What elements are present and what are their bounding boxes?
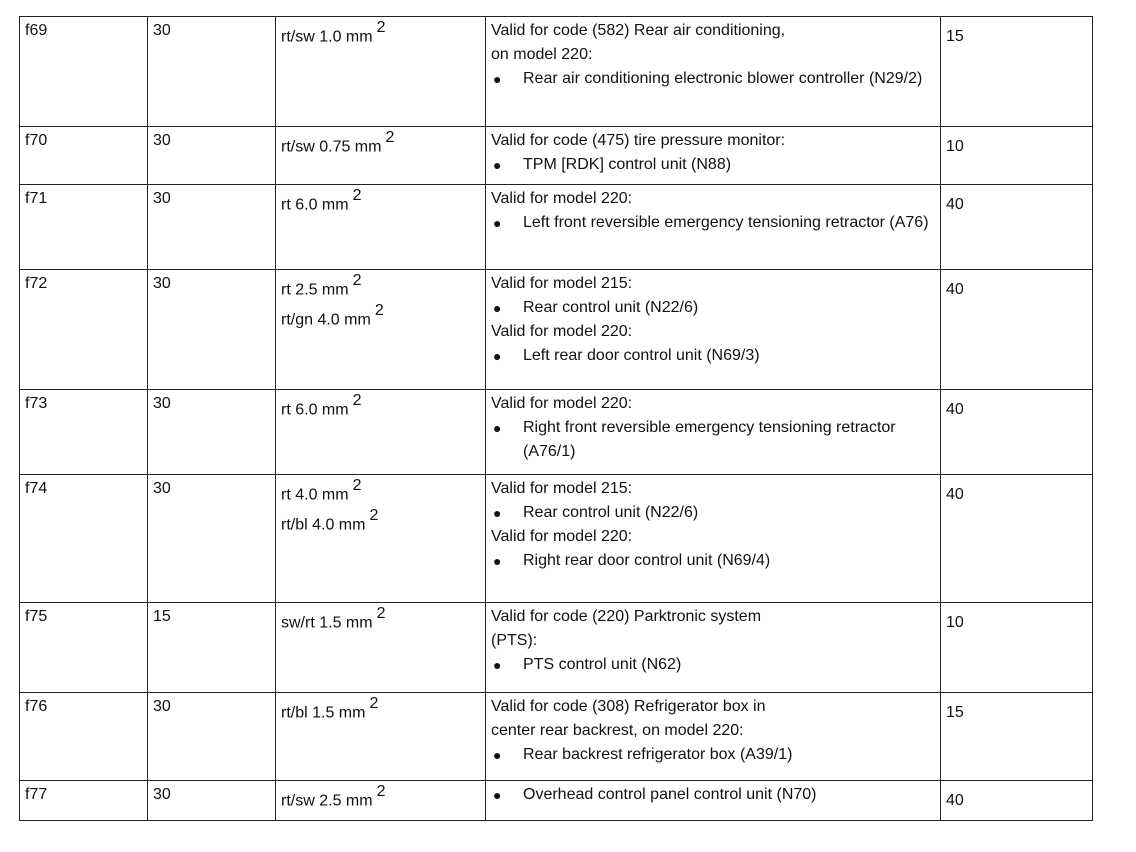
- consumer-item: [491, 653, 935, 677]
- fuse-id: f73: [25, 395, 48, 412]
- fuse-id: f74: [25, 480, 48, 497]
- squared-superscript: 2: [352, 272, 362, 289]
- terminal-value: 30: [153, 786, 171, 803]
- amperage-cell: [941, 693, 1093, 781]
- validity-condition: Valid for model 220:: [491, 323, 633, 340]
- wire-cell: [276, 781, 486, 821]
- wire-spec-text: rt 6.0 mm: [281, 401, 349, 419]
- consumer-item: [491, 743, 935, 767]
- wire-spec: [281, 507, 480, 537]
- bullet-dot-icon: ●: [493, 215, 502, 231]
- consumer-cell: [486, 390, 941, 475]
- validity-condition: center rear backrest, on model 220:: [491, 722, 744, 739]
- fuse-id: f69: [25, 22, 48, 39]
- fuse-id: f77: [25, 786, 48, 803]
- fuse-row: [20, 603, 1093, 693]
- fuse-id-cell: [20, 127, 148, 185]
- validity-condition: on model 220:: [491, 46, 593, 63]
- wire-spec-text: rt/sw 2.5 mm: [281, 792, 373, 810]
- wire-cell: [276, 17, 486, 127]
- fuse-table-body: [20, 17, 1093, 821]
- fuse-id: f71: [25, 190, 48, 207]
- wire-spec: [281, 19, 480, 49]
- fuse-id-cell: [20, 475, 148, 603]
- wire-spec-text: rt 2.5 mm: [281, 281, 349, 299]
- amperage-cell: [941, 781, 1093, 821]
- wire-spec: [281, 272, 480, 302]
- consumer-name: Right front reversible emergency tensioning retractor (A76/1): [523, 419, 896, 460]
- fuse-id-cell: [20, 390, 148, 475]
- bullet-dot-icon: ●: [493, 300, 502, 316]
- consumer-name: Rear control unit (N22/6): [523, 504, 699, 521]
- amperage-cell: [941, 127, 1093, 185]
- fuse-id-cell: [20, 693, 148, 781]
- amperage-value: 15: [946, 704, 964, 721]
- wire-cell: [276, 127, 486, 185]
- fuse-row: [20, 17, 1093, 127]
- consumer-cell: [486, 603, 941, 693]
- validity-condition: Valid for model 220:: [491, 528, 633, 545]
- wire-cell: [276, 475, 486, 603]
- squared-superscript: 2: [385, 129, 395, 146]
- bullet-dot-icon: ●: [493, 505, 502, 521]
- consumer-cell: [486, 270, 941, 390]
- terminal-cell: [148, 475, 276, 603]
- amperage-cell: [941, 603, 1093, 693]
- wire-spec: [281, 302, 480, 332]
- amperage-value: 40: [946, 401, 964, 418]
- consumer-item: [491, 416, 935, 464]
- wire-spec: [281, 187, 480, 217]
- amperage-cell: [941, 475, 1093, 603]
- squared-superscript: 2: [369, 507, 379, 525]
- consumer-item: [491, 344, 935, 368]
- consumer-cell: [486, 127, 941, 185]
- squared-superscript: 2: [352, 187, 362, 204]
- fuse-id-cell: [20, 17, 148, 127]
- wire-spec: [281, 392, 480, 422]
- wire-spec: [281, 477, 480, 507]
- consumer-cell: [486, 185, 941, 270]
- consumer-item: [491, 67, 935, 91]
- amperage-cell: [941, 390, 1093, 475]
- fuse-id: f70: [25, 132, 48, 149]
- validity-condition: Valid for model 220:: [491, 190, 633, 207]
- consumer-item: [491, 501, 935, 525]
- consumer-cell: [486, 17, 941, 127]
- validity-condition: Valid for code (220) Parktronic system: [491, 608, 762, 625]
- amperage-value: 40: [946, 281, 964, 298]
- fuse-id-cell: [20, 603, 148, 693]
- wire-spec: [281, 783, 480, 813]
- terminal-cell: [148, 603, 276, 693]
- fuse-id-cell: [20, 270, 148, 390]
- bullet-dot-icon: ●: [493, 348, 502, 364]
- consumer-name: Left rear door control unit (N69/3): [523, 347, 760, 364]
- validity-condition: Valid for code (475) tire pressure monitor:: [491, 132, 786, 149]
- consumer-name: Rear control unit (N22/6): [523, 299, 699, 316]
- terminal-value: 30: [153, 275, 171, 292]
- fuse-row: [20, 781, 1093, 821]
- consumer-cell: [486, 693, 941, 781]
- squared-superscript: 2: [376, 605, 386, 622]
- wire-spec-text: rt 6.0 mm: [281, 196, 349, 214]
- bullet-dot-icon: ●: [493, 657, 502, 673]
- terminal-cell: [148, 781, 276, 821]
- fuse-id: f72: [25, 275, 48, 292]
- terminal-value: 30: [153, 395, 171, 412]
- terminal-value: 30: [153, 480, 171, 497]
- wire-cell: [276, 603, 486, 693]
- validity-condition: Valid for model 215:: [491, 480, 633, 497]
- validity-condition: (PTS):: [491, 632, 538, 649]
- amperage-cell: [941, 17, 1093, 127]
- terminal-cell: [148, 127, 276, 185]
- consumer-name: Overhead control panel control unit (N70): [523, 786, 817, 803]
- fuse-row: [20, 390, 1093, 475]
- wire-spec: [281, 695, 480, 725]
- wire-spec-text: rt/gn 4.0 mm: [281, 311, 371, 329]
- terminal-value: 30: [153, 22, 171, 39]
- bullet-dot-icon: ●: [493, 71, 502, 87]
- amperage-value: 40: [946, 486, 964, 503]
- wire-spec: [281, 605, 480, 635]
- bullet-dot-icon: ●: [493, 157, 502, 173]
- wire-spec-text: rt/sw 0.75 mm: [281, 138, 382, 156]
- terminal-value: 15: [153, 608, 171, 625]
- bullet-dot-icon: ●: [493, 747, 502, 763]
- consumer-name: TPM [RDK] control unit (N88): [523, 156, 732, 173]
- fuse-id-cell: [20, 185, 148, 270]
- amperage-value: 10: [946, 138, 964, 155]
- wire-cell: [276, 390, 486, 475]
- consumer-cell: [486, 475, 941, 603]
- validity-condition: Valid for code (582) Rear air conditioning,: [491, 22, 786, 39]
- wire-spec: [281, 129, 480, 159]
- wire-spec-text: rt/bl 4.0 mm: [281, 516, 366, 534]
- consumer-name: Rear air conditioning electronic blower controller (N29/2): [523, 70, 923, 87]
- validity-condition: Valid for model 215:: [491, 275, 633, 292]
- bullet-dot-icon: ●: [493, 420, 502, 436]
- wire-spec-text: rt/bl 1.5 mm: [281, 704, 366, 722]
- consumer-item: [491, 153, 935, 177]
- amperage-value: 10: [946, 614, 964, 631]
- amperage-value: 40: [946, 792, 964, 809]
- amperage-value: 40: [946, 196, 964, 213]
- validity-condition: Valid for model 220:: [491, 395, 633, 412]
- squared-superscript: 2: [376, 19, 386, 36]
- terminal-value: 30: [153, 190, 171, 207]
- fuse-id: f75: [25, 608, 48, 625]
- amperage-value: 15: [946, 28, 964, 45]
- terminal-cell: [148, 270, 276, 390]
- fuse-allocation-table: [19, 16, 1093, 821]
- wire-cell: [276, 693, 486, 781]
- terminal-value: 30: [153, 132, 171, 149]
- amperage-cell: [941, 185, 1093, 270]
- consumer-item: [491, 211, 935, 235]
- wire-cell: [276, 185, 486, 270]
- fuse-row: [20, 475, 1093, 603]
- amperage-cell: [941, 270, 1093, 390]
- squared-superscript: 2: [352, 392, 362, 409]
- fuse-row: [20, 270, 1093, 390]
- terminal-cell: [148, 17, 276, 127]
- terminal-cell: [148, 390, 276, 475]
- terminal-cell: [148, 185, 276, 270]
- fuse-row: [20, 127, 1093, 185]
- consumer-cell: [486, 781, 941, 821]
- bullet-dot-icon: ●: [493, 787, 502, 803]
- fuse-id: f76: [25, 698, 48, 715]
- squared-superscript: 2: [352, 477, 362, 494]
- fuse-id-cell: [20, 781, 148, 821]
- wire-spec-text: rt/sw 1.0 mm: [281, 28, 373, 46]
- terminal-cell: [148, 693, 276, 781]
- squared-superscript: 2: [369, 695, 379, 712]
- fuse-row: [20, 693, 1093, 781]
- consumer-item: [491, 549, 935, 573]
- consumer-name: PTS control unit (N62): [523, 656, 682, 673]
- consumer-name: Rear backrest refrigerator box (A39/1): [523, 746, 793, 763]
- terminal-value: 30: [153, 698, 171, 715]
- validity-condition: Valid for code (308) Refrigerator box in: [491, 698, 766, 715]
- fuse-row: [20, 185, 1093, 270]
- wire-cell: [276, 270, 486, 390]
- consumer-item: [491, 783, 935, 807]
- consumer-name: Left front reversible emergency tensioning retractor (A76): [523, 214, 929, 231]
- squared-superscript: 2: [374, 302, 384, 320]
- wire-spec-text: rt 4.0 mm: [281, 486, 349, 504]
- consumer-name: Right rear door control unit (N69/4): [523, 552, 771, 569]
- bullet-dot-icon: ●: [493, 553, 502, 569]
- consumer-item: [491, 296, 935, 320]
- wire-spec-text: sw/rt 1.5 mm: [281, 614, 373, 632]
- squared-superscript: 2: [376, 783, 386, 800]
